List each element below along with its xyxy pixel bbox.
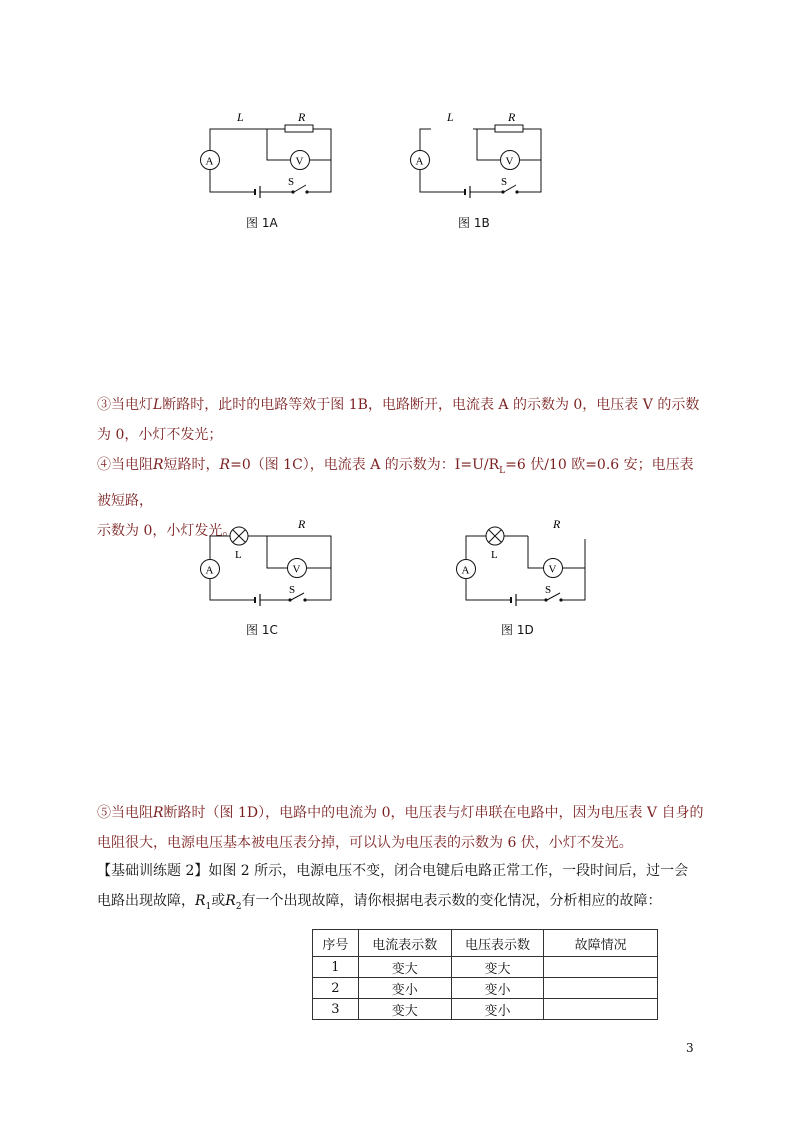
circuit-diagram-1d	[451, 512, 601, 612]
table-cell-answer	[544, 957, 658, 978]
table-cell-answer	[544, 999, 658, 1020]
table-header: 电压表示数	[451, 930, 544, 957]
table-cell-answer	[544, 978, 658, 999]
figure-caption-1c: 图 1C	[246, 623, 278, 637]
voltmeter-label: V	[505, 155, 514, 168]
table-header-row	[313, 930, 658, 957]
paragraph-lamp-open: ③当电灯L断路时，此时的电路等效于图 1B，电路断开，电流表 A 的示数为 0，电压表 V 的示数 为 0，小灯不发光；	[97, 397, 700, 443]
voltmeter-label: V	[292, 563, 301, 576]
table-cell: 变大	[358, 957, 451, 978]
ammeter-label: A	[205, 564, 214, 577]
table-cell: 变小	[358, 978, 451, 999]
switch-label: S	[545, 584, 552, 596]
resistor-label: R	[553, 517, 561, 531]
circuit-diagram-1a	[195, 105, 345, 205]
switch-label: S	[288, 176, 295, 188]
switch-label: S	[289, 584, 296, 596]
ammeter-label: A	[205, 155, 214, 168]
lamp-label: L	[491, 549, 498, 561]
ammeter-label: A	[415, 155, 424, 168]
switch-label: S	[501, 176, 508, 188]
table-row	[313, 957, 658, 978]
lamp-label: L	[447, 110, 454, 124]
table-cell: 2	[313, 978, 359, 999]
fault-table	[312, 929, 658, 1020]
figure-caption-1d: 图 1D	[501, 623, 534, 637]
voltmeter-label: V	[295, 155, 304, 168]
table-row	[313, 978, 658, 999]
ammeter-label: A	[461, 564, 470, 577]
lamp-label: L	[235, 549, 242, 561]
circuit-diagram-1b	[405, 105, 555, 205]
table-header: 序号	[313, 930, 359, 957]
resistor-symbol	[285, 125, 313, 132]
table-cell: 变小	[451, 978, 544, 999]
table-header: 故障情况	[544, 930, 658, 957]
table-row	[313, 999, 658, 1020]
resistor-symbol	[495, 125, 523, 132]
voltmeter-label: V	[548, 563, 557, 576]
table-cell: 变小	[451, 999, 544, 1020]
figure-caption-1a: 图 1A	[246, 216, 278, 230]
table-cell: 变大	[358, 999, 451, 1020]
table-cell: 3	[313, 999, 359, 1020]
resistor-label: R	[298, 517, 306, 531]
table-cell: 变大	[451, 957, 544, 978]
page-number: 3	[686, 1041, 694, 1055]
figure-caption-1b: 图 1B	[458, 216, 490, 230]
resistor-label: R	[508, 110, 516, 124]
circuit-diagram-1c	[195, 512, 345, 612]
lamp-label: L	[237, 110, 244, 124]
table-cell: 1	[313, 957, 359, 978]
paragraph-resistor-open: ⑤当电阻R断路时（图 1D），电路中的电流为 0，电压表与灯串联在电路中，因为电压表 V 自身的 电阻很大，电源电压基本被电压表分掉，可以认为电压表的示数为 6 伏，小灯不发光。	[97, 805, 704, 851]
table-header: 电流表示数	[358, 930, 451, 957]
paragraph-resistor-short: ④当电阻R短路时，R=0（图 1C），电流表 A 的示数为：$I=U/R_L=6$ 伏/10 欧=0.6 安；电压表被短路， 示数为 0，小灯发光。	[97, 457, 694, 539]
resistor-label: R	[298, 110, 306, 124]
exercise-text: 【基础训练题 2】如图 2 所示，电源电压不变，闭合电键后电路正常工作，一段时间后，过一会 电路出现故障，$R_1$或$R_2$有一个出现故障，请你根据电表示数的变化情况，分析相应的故障：	[97, 863, 689, 912]
